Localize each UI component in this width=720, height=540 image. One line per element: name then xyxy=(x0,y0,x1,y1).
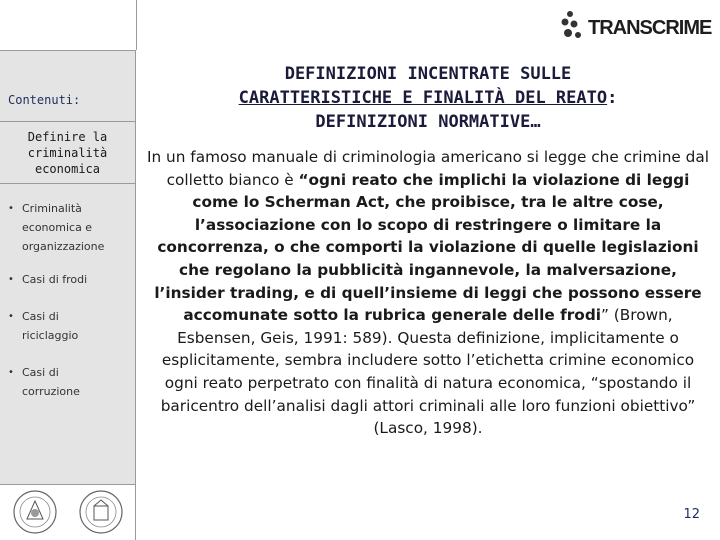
logo-text: TRANSCRIME xyxy=(588,17,712,39)
sidebar-item-casi-di-corruzione[interactable] xyxy=(6,363,132,401)
sidebar xyxy=(0,50,136,484)
university-seal-icon xyxy=(78,489,124,535)
title-line xyxy=(140,86,716,110)
sidebar-item-label: Casi di xyxy=(22,310,59,323)
title-underlined-part: CARATTERISTICHE E FINALITÀ DEL REATO xyxy=(238,88,608,108)
body-quote: “ogni reato che implichi la violazione di leggi come lo Scherman Act, che proibisce, tra le altre cose, l’associazione con lo scopo di restringere o limitare la concorrenza, o che comporti la violazione di quelle legislazioni che regolano la pubblicità ingannevole, la malversazione, l’insider trading, e di quell’insieme di leggi che possono essere accomunate sotto la rubrica generale delle frodi xyxy=(154,170,702,325)
transcrime-logo xyxy=(556,8,712,46)
bullet-icon: • xyxy=(8,203,14,214)
sidebar-item-label: organizzazione xyxy=(22,240,105,253)
sidebar-item-label: riciclaggio xyxy=(22,329,79,342)
body-text-rest: ” (Brown, Esbensen, Geis, 1991: 589). Questa definizione, implicitamente o esplicitamente, sembra includere sotto l’etichetta crimine economico ogni reato perpetrato con finalità di natura economica, “spostando il baricentro dell’analisi dagli attori criminali alle loro funzioni obiettivo” (Lasco, 1998). xyxy=(160,306,696,438)
title-line: DEFINIZIONI NORMATIVE… xyxy=(315,112,541,132)
sidebar-item-label: Casi di frodi xyxy=(22,273,88,286)
bullet-icon: • xyxy=(8,367,14,378)
section-label-line: criminalità xyxy=(27,146,108,160)
sidebar-item-casi-di-riciclaggio[interactable] xyxy=(6,307,132,345)
sidebar-current-section[interactable] xyxy=(0,129,135,177)
title-line: DEFINIZIONI INCENTRATE SULLE xyxy=(284,64,572,84)
sidebar-item-label: Criminalità xyxy=(22,202,82,215)
body-text-intro: In un famoso manuale di criminologia americano si legge che crimine dal colletto bianco è xyxy=(146,148,710,189)
sidebar-divider xyxy=(0,121,135,122)
sidebar-item-label: economica e xyxy=(22,221,93,234)
university-seal-icon xyxy=(12,489,58,535)
sidebar-item-label: Casi di xyxy=(22,366,59,379)
sidebar-nav-list xyxy=(6,199,132,401)
title-suffix: : xyxy=(607,88,618,108)
logo-mark-icon xyxy=(556,8,586,46)
sidebar-header-blank xyxy=(0,0,137,50)
page-title xyxy=(140,62,716,134)
section-label-line: Definire la xyxy=(27,130,108,144)
bullet-icon: • xyxy=(8,311,14,322)
sidebar-item-criminalita-economica[interactable] xyxy=(6,199,132,256)
sidebar-title: Contenuti: xyxy=(8,93,81,107)
page-number: 12 xyxy=(683,507,700,522)
sidebar-item-label: corruzione xyxy=(22,385,80,398)
sidebar-item-casi-di-frodi[interactable] xyxy=(6,270,132,289)
body-paragraph xyxy=(146,146,710,440)
sidebar-divider xyxy=(0,183,135,184)
bullet-icon: • xyxy=(8,274,14,285)
section-label-line: economica xyxy=(34,162,101,176)
